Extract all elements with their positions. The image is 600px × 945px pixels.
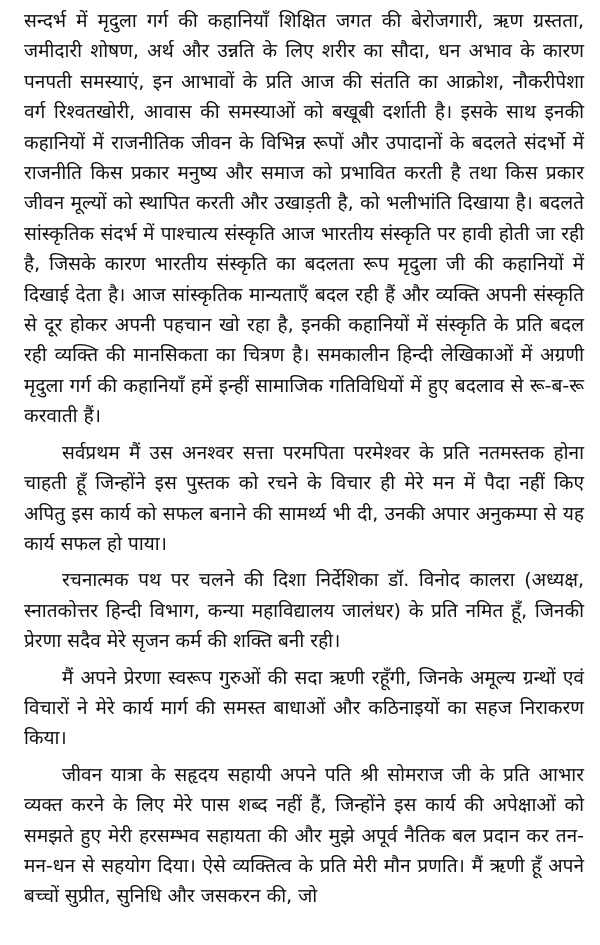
paragraph-gratitude-guide: रचनात्मक पथ पर चलने की दिशा निर्देशिका डॉ. विनोद कालरा (अध्यक्ष, स्नातकोत्तर हिन्दी विभाग, कन्या महाविद्यालय जालंधर) के प्रति नमित हूँ, जिनकी प्रेरणा सदैव मेरे सृजन कर्म की शक्ति बनी रही। [24, 569, 584, 653]
paragraph-gratitude-teachers: मैं अपने प्रेरणा स्वरूप गुरुओं की सदा ऋणी रहूँगी, जिनके अमूल्य ग्रन्थों एवं विचारों ने मेरे कार्य मार्ग की समस्त बाधाओं और कठिनाइयों का सहज निराकरण किया। [24, 666, 584, 750]
paragraph-context: सन्दर्भ में मृदुला गर्ग की कहानियाँ शिक्षित जगत की बेरोजगारी, ऋण ग्रस्तता, जमीदारी शोषण, अर्थ और उन्नति के लिए शरीर का सौदा, धन अभाव के कारण पनपती समस्याएं, इन आभावों के प्रति आज की संतति का आक्रोश, नौकरीपेशा वर्ग रिश्वतखोरी, आवास की समस्याओं को बखूबी दर्शाती है। इसके साथ इनकी कहानियों में राजनीतिक जीवन के विभिन्न रूपों और उपादानों के बदलते संदर्भो में राजनीति किस प्रकार मनुष्य और समाज को प्रभावित करती है तथा किस प्रकार जीवन मूल्यों को स्थापित करती और उखाड़ती है, को भलीभांति दिखाया है। बदलते सांस्कृतिक संदर्भ में पाश्चात्य संस्कृति आज भारतीय संस्कृति पर हावी होती जा रही है, जिसके कारण भारतीय संस्कृति का बदलता रूप मृदुला जी की कहानियों में दिखाई देता है। आज सांस्कृतिक मान्यताएँ बदल रही हैं और व्यक्ति अपनी संस्कृति से दूर होकर अपनी पहचान खो रहा है, इनकी कहानियों में संस्कृति के प्रति बदल रही व्यक्ति की मानसिकता का चित्रण है। समकालीन हिन्दी लेखिकाओं में अग्रणी मृदुला गर्ग की कहानियाँ हमें इन्हीं सामाजिक गतिविधियों में हुए बदलाव से रू-ब-रू करवाती हैं। [24, 10, 584, 428]
paragraph-gratitude-god: सर्वप्रथम मैं उस अनश्वर सत्ता परमपिता परमेश्वर के प्रति नतमस्तक होना चाहती हूँ जिन्होंने इस पुस्तक को रचने के विचार ही मेरे मन में पैदा नहीं किए अपितु इस कार्य को सफल बनाने की सामर्थ्य भी दी, उनकी अपार अनुकम्पा से यह कार्य सफल हो पाया। [24, 441, 584, 555]
paragraph-gratitude-family: जीवन यात्रा के सहृदय सहायी अपने पति श्री सोमराज जी के प्रति आभार व्यक्त करने के लिए मेरे पास शब्द नहीं हैं, जिन्होंने इस कार्य की अपेक्षाओं को समझते हुए मेरी हरसम्भव सहायता की और मुझे अपूर्व नैतिक बल प्रदान कर तन-मन-धन से सहयोग दिया। ऐसे व्यक्तित्व के प्रति मेरी मौन प्रणति। मैं ऋणी हूँ अपने बच्चों सुप्रीत, सुनिधि और जसकरन की, जो [24, 763, 584, 908]
